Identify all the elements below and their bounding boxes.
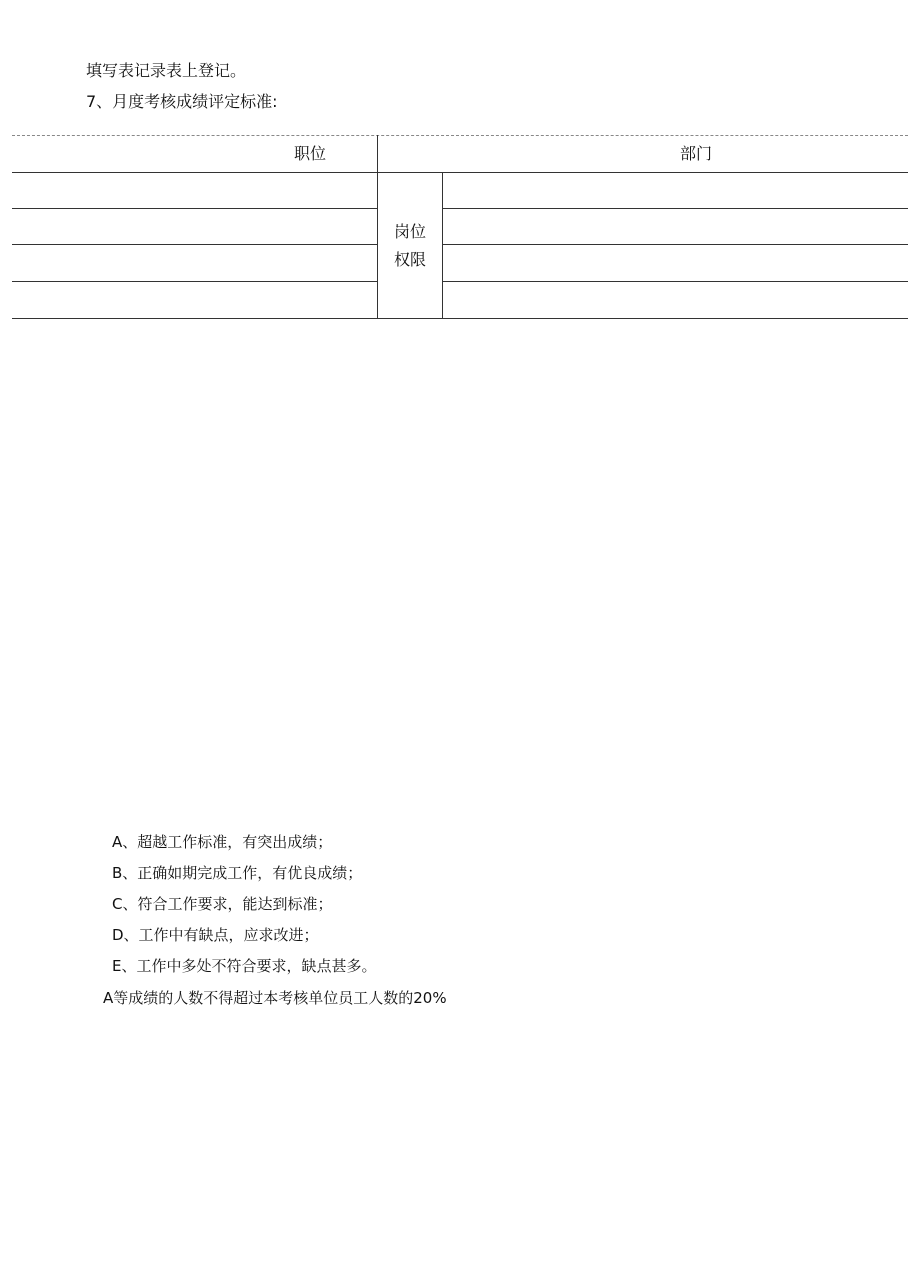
header-position: 职位 bbox=[294, 144, 327, 163]
header-department: 部门 bbox=[680, 144, 713, 163]
role-table bbox=[12, 135, 908, 319]
grade-a: A、超越工作标准，有突出成绩； bbox=[112, 833, 333, 851]
table-row-divider bbox=[12, 208, 378, 209]
grade-d: D、工作中有缺点，应求改进； bbox=[112, 926, 319, 944]
table-row-divider bbox=[12, 281, 378, 282]
table-row-divider bbox=[442, 281, 908, 282]
table-column-divider bbox=[442, 172, 443, 319]
table-row-divider bbox=[12, 244, 378, 245]
section-heading: 7、月度考核成绩评定标准: bbox=[86, 92, 278, 111]
intro-text: 填写表记录表上登记。 bbox=[86, 61, 247, 80]
table-top-border bbox=[12, 135, 908, 136]
grade-b: B、正确如期完成工作，有优良成绩； bbox=[112, 864, 363, 882]
quota-note: A等成绩的人数不得超过本考核单位员工人数的20% bbox=[103, 989, 447, 1007]
table-row-divider bbox=[442, 208, 908, 209]
table-header-divider bbox=[12, 172, 908, 173]
grade-e: E、工作中多处不符合要求，缺点甚多。 bbox=[112, 957, 377, 975]
table-row-divider bbox=[442, 244, 908, 245]
grade-c: C、符合工作要求，能达到标准； bbox=[112, 895, 333, 913]
authority-label: 岗位权限 bbox=[393, 222, 426, 269]
table-bottom-border bbox=[12, 318, 908, 319]
authority-cell bbox=[378, 173, 442, 319]
